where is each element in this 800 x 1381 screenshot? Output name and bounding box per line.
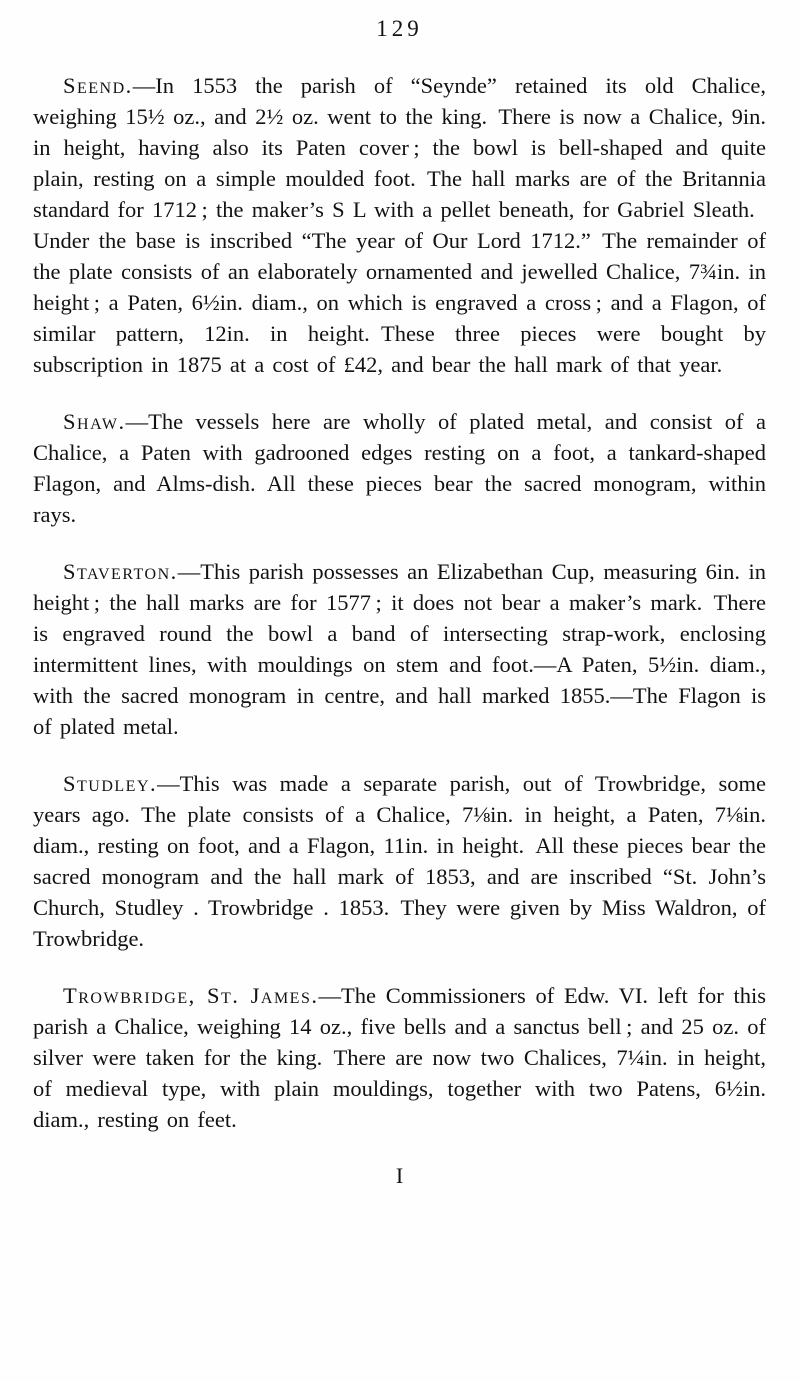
- parish-heading-staverton: Staverton.: [63, 559, 178, 584]
- entry-text-trowbridge-st-james: —The Commissioners of Edw. VI. left for this parish a Chalice, weighing 14 oz., five bells and a sanctus bell ; and 25 oz. of silver were taken for the king. There are now two Chalices, 7¼in. in height, of medieval type, with plain mouldings, together with two Patens, 6½in. diam., resting on feet.: [33, 983, 766, 1132]
- entry-text-seend: —In 1553 the parish of “Seynde” retained its old Chalice, weighing 15½ oz., and 2½ oz. went to the king. There is now a Chalice, 9in. in height, having also its Paten cover ; the bowl is bell-shaped and quite plain, resting on a simple moulded foot. The hall marks are of the Britannia standard for 1712 ; the maker’s S L with a pellet beneath, for Gabriel Sleath. Under the base is inscribed “The year of Our Lord 1712.” The remainder of the plate consists of an elaborately ornamented and jewelled Chalice, 7¾in. in height ; a Paten, 6½in. diam., on which is engraved a cross ; and a Flagon, of similar pattern, 12in. in height. These three pieces were bought by subscription in 1875 at a cost of £42, and bear the hall mark of that year.: [33, 73, 766, 377]
- entry-seend: [33, 70, 766, 380]
- entry-text-shaw: —The vessels here are wholly of plated metal, and consist of a Chalice, a Paten with gadrooned edges resting on a foot, a tankard-shaped Flagon, and Alms-dish. All these pieces bear the sacred monogram, within rays.: [33, 409, 766, 527]
- parish-heading-seend: Seend.: [63, 73, 133, 98]
- entry-studley: [33, 768, 766, 954]
- parish-heading-studley: Studley.: [63, 771, 158, 796]
- parish-heading-trowbridge-st-james: Trowbridge, St. James.: [63, 983, 319, 1008]
- parish-heading-shaw: Shaw.: [63, 409, 126, 434]
- entry-text-studley: —This was made a separate parish, out of Trowbridge, some years ago. The plate consists of a Chalice, 7⅛in. in height, a Paten, 7⅛in. diam., resting on foot, and a Flagon, 11in. in height. All these pieces bear the sacred monogram and the hall mark of 1853, and are inscribed “St. John’s Church, Studley . Trowbridge . 1853. They were given by Miss Waldron, of Trowbridge.: [33, 771, 766, 951]
- entry-trowbridge-st-james: [33, 980, 766, 1135]
- signature-mark: I: [395, 1163, 404, 1188]
- entry-staverton: [33, 556, 766, 742]
- entry-shaw: [33, 406, 766, 530]
- page-number: 129: [376, 16, 423, 41]
- entry-text-staverton: —This parish possesses an Elizabethan Cup, measuring 6in. in height ; the hall marks are for 1577 ; it does not bear a maker’s mark. There is engraved round the bowl a band of intersecting strap-work, enclosing intermittent lines, with mouldings on stem and foot.—A Paten, 5½in. diam., with the sacred monogram in centre, and hall marked 1855.—The Flagon is of plated metal.: [33, 559, 766, 739]
